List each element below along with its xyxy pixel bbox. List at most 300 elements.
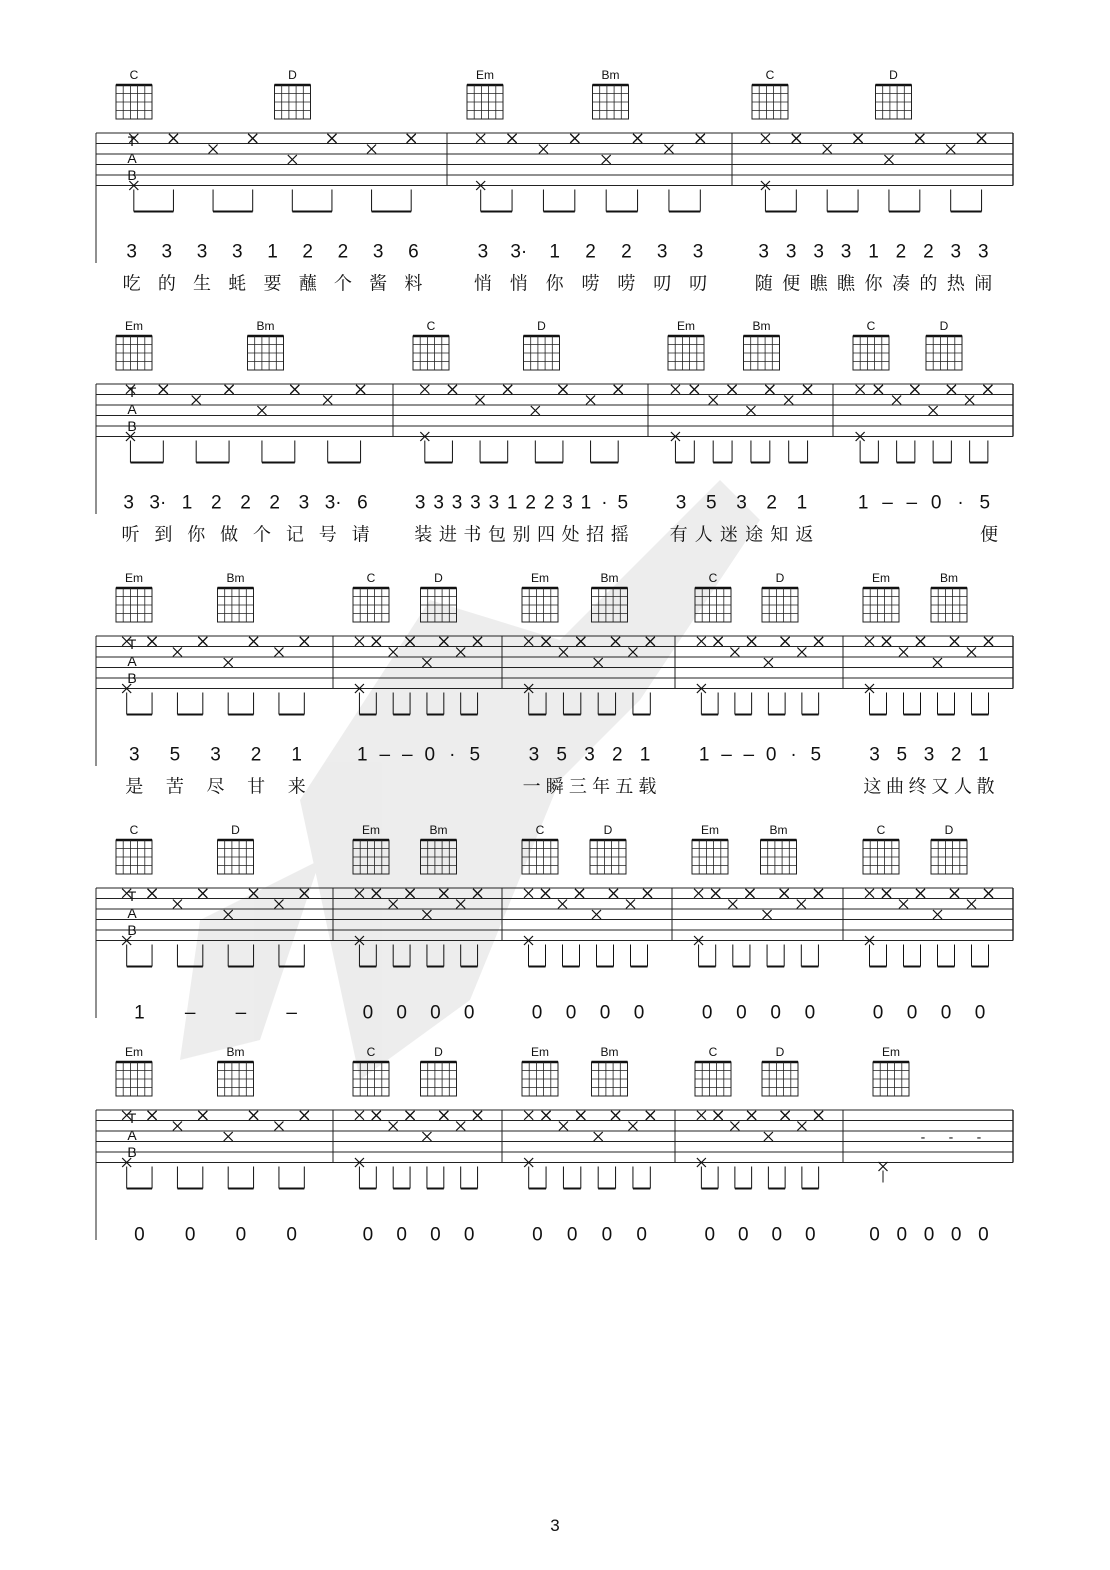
numbered-note: 2 — [766, 492, 777, 514]
fret-x-mark — [967, 900, 976, 909]
numbered-note: 3 — [414, 492, 426, 514]
lyric-char: 蘸 — [298, 273, 317, 294]
numbered-note: – — [401, 744, 413, 766]
fret-x-mark — [892, 396, 901, 405]
fret-x-mark — [576, 1111, 585, 1120]
fret-x-mark — [541, 889, 550, 898]
lyric-char: 请 — [351, 524, 370, 545]
numbered-note: 3 — [470, 492, 481, 514]
tab-clef-letter: B — [127, 670, 137, 686]
chord-name: D — [944, 823, 954, 837]
fret-x-mark — [803, 385, 812, 394]
fret-x-mark — [586, 396, 595, 405]
numbered-note: 0 — [906, 1002, 918, 1024]
measure — [116, 1045, 309, 1246]
lyric-char: 装 — [414, 524, 433, 545]
chord-diagram — [863, 823, 899, 874]
tab-clef-letter: T — [127, 636, 137, 652]
numbered-note: 1 — [698, 744, 710, 766]
numbered-note: – — [743, 744, 755, 766]
tab-system — [96, 1045, 1013, 1246]
chord-name: Bm — [429, 823, 448, 837]
numbered-note: 0 — [566, 1224, 578, 1246]
numbered-note: 0 — [184, 1224, 196, 1246]
fret-x-mark — [882, 889, 891, 898]
fret-x-mark — [614, 385, 623, 394]
numbered-note: 0 — [134, 1224, 145, 1246]
fret-x-mark — [950, 637, 959, 646]
fret-x-mark — [780, 889, 789, 898]
chord-name: Em — [531, 1045, 549, 1059]
lyric-char: 酱 — [369, 273, 388, 294]
numbered-note: 0 — [770, 1002, 781, 1024]
fret-x-mark — [198, 889, 207, 898]
lyric-char: 听 — [121, 524, 140, 545]
lyric-char: 又 — [931, 776, 950, 797]
fret-x-mark — [248, 134, 257, 143]
fret-x-mark — [764, 658, 773, 667]
lyric-char: 你 — [545, 273, 564, 294]
lyric-char: 进 — [438, 524, 457, 545]
tab-system — [96, 319, 1013, 545]
numbered-note: 2 — [950, 744, 962, 766]
fret-x-mark — [814, 637, 823, 646]
tab-clef-letter: A — [127, 905, 137, 921]
numbered-note: 3 — [161, 241, 173, 263]
measure — [692, 823, 823, 1024]
numbered-note: 1 — [868, 241, 879, 263]
fret-x-mark — [290, 385, 299, 394]
numbered-note: 3 — [813, 241, 824, 263]
numbered-note: 0 — [930, 492, 942, 514]
fret-x-mark — [728, 385, 737, 394]
fret-x-mark — [916, 637, 925, 646]
fret-x-mark — [856, 385, 865, 394]
fret-x-mark — [476, 134, 485, 143]
chord-name: Bm — [256, 319, 275, 333]
chord-name: Bm — [769, 823, 788, 837]
numbered-note: 2 — [210, 492, 222, 514]
fret-x-mark — [784, 396, 793, 405]
numbered-note: 3 — [584, 744, 595, 766]
chord-diagram — [116, 823, 152, 874]
lyric-char: 做 — [220, 524, 239, 545]
chord-name: D — [288, 68, 297, 82]
numbered-note: 3 — [123, 492, 134, 514]
fret-x-mark — [389, 1122, 398, 1131]
fret-x-mark — [814, 889, 823, 898]
numbered-note: 1 — [639, 744, 651, 766]
tab-clef-letter: B — [127, 1144, 137, 1160]
chord-name: Em — [362, 823, 380, 837]
lyric-char: 到 — [154, 524, 173, 545]
chord-name: C — [129, 68, 139, 82]
chord-diagram — [926, 319, 962, 370]
fret-x-mark — [882, 637, 891, 646]
numbered-note: 3 — [736, 492, 747, 514]
lyric-char: 摇 — [610, 524, 629, 545]
chord-name: D — [775, 571, 785, 585]
numbered-note: 0 — [396, 1224, 407, 1246]
fret-x-mark — [696, 134, 705, 143]
fret-x-mark — [209, 145, 218, 154]
chord-name: C — [876, 823, 886, 837]
fret-x-mark — [476, 396, 485, 405]
fret-x-mark — [797, 648, 806, 657]
fret-x-mark — [300, 637, 309, 646]
fret-x-mark — [524, 1111, 533, 1120]
numbered-note: 0 — [362, 1224, 374, 1246]
fret-x-mark — [542, 1111, 551, 1120]
fret-x-mark — [503, 385, 512, 394]
fret-x-mark — [169, 134, 178, 143]
numbered-note: 2 — [923, 241, 934, 263]
lyric-char: 曲 — [886, 776, 904, 797]
chord-name: C — [866, 319, 876, 333]
lyric-char: 你 — [864, 273, 883, 294]
numbered-note: 0 — [701, 1002, 713, 1024]
fret-x-mark — [730, 1122, 739, 1131]
lyric-char: 的 — [157, 273, 176, 294]
numbered-note: 0 — [704, 1224, 716, 1246]
fret-x-mark — [714, 1111, 723, 1120]
tab-system — [96, 68, 1013, 294]
fret-x-mark — [192, 396, 201, 405]
fret-x-mark — [697, 637, 706, 646]
numbered-note: 0 — [896, 1224, 908, 1246]
chord-name: Bm — [226, 1045, 245, 1059]
fret-x-mark — [910, 385, 919, 394]
numbered-note: 1 — [580, 492, 592, 514]
numbered-note: 0 — [601, 1224, 613, 1246]
lyric-char: 迷 — [719, 524, 738, 545]
lyric-char: 载 — [638, 776, 657, 797]
lyric-char: 一 — [522, 776, 541, 797]
chord-diagram — [218, 1045, 254, 1096]
chord-name: C — [426, 319, 436, 333]
fret-x-mark — [933, 658, 942, 667]
numbered-note: 3 — [433, 492, 444, 514]
fret-x-mark — [327, 134, 336, 143]
numbered-note: 0 — [765, 744, 777, 766]
fret-x-mark — [747, 1111, 756, 1120]
chord-name: C — [765, 68, 775, 82]
chord-diagram — [116, 319, 152, 370]
lyric-char: 途 — [745, 524, 764, 545]
fret-x-mark — [763, 910, 772, 919]
chord-diagram — [218, 823, 254, 874]
numbered-note: 0 — [531, 1002, 543, 1024]
chord-diagram — [524, 319, 560, 370]
fret-x-mark — [372, 1111, 381, 1120]
numbered-note: 0 — [599, 1002, 611, 1024]
fret-x-mark — [198, 637, 207, 646]
numbered-note: 1 — [796, 492, 808, 514]
chord-name: D — [434, 571, 443, 585]
fret-x-mark — [983, 385, 992, 394]
fret-x-mark — [711, 889, 720, 898]
fret-x-mark — [697, 1111, 706, 1120]
numbered-note: 2 — [302, 241, 314, 263]
chord-diagram — [522, 571, 558, 622]
numbered-note: 3 — [675, 492, 687, 514]
numbered-note: 0 — [424, 744, 436, 766]
numbered-note: 6 — [357, 492, 368, 514]
fret-x-mark — [714, 637, 723, 646]
measure — [522, 1045, 655, 1246]
numbered-note: 5 — [169, 744, 181, 766]
lyric-char: 蚝 — [228, 273, 247, 294]
fret-x-mark — [984, 637, 993, 646]
lyric-char: 瞧 — [809, 273, 828, 294]
fret-x-mark — [761, 134, 770, 143]
fret-x-mark — [865, 637, 874, 646]
tab-clef-letter: T — [127, 888, 137, 904]
lyric-char: 闹 — [974, 273, 993, 294]
fret-x-mark — [559, 1122, 568, 1131]
tab-hold-dash: - — [948, 1128, 954, 1145]
lyric-char: 处 — [561, 524, 580, 545]
fret-x-mark — [148, 889, 157, 898]
measure — [695, 1045, 823, 1246]
fret-x-mark — [765, 385, 774, 394]
fret-x-mark — [792, 134, 801, 143]
measure — [863, 571, 995, 797]
numbered-note: · — [957, 492, 964, 514]
chord-name: Em — [531, 571, 549, 585]
fret-x-mark — [950, 889, 959, 898]
lyric-char: 凑 — [891, 273, 910, 294]
chord-diagram — [931, 823, 967, 874]
fret-x-mark — [249, 637, 258, 646]
fret-x-mark — [929, 406, 938, 415]
lyric-char: 悄 — [509, 273, 528, 294]
measure — [353, 1045, 482, 1246]
chord-name: Bm — [600, 1045, 619, 1059]
numbered-note: 0 — [396, 1002, 407, 1024]
lyric-char: 来 — [287, 776, 306, 797]
tab-clef-letter: A — [127, 150, 137, 166]
fret-x-mark — [967, 648, 976, 657]
numbered-note: 0 — [978, 1224, 989, 1246]
tab-clef-letter: B — [127, 167, 137, 183]
chord-diagram — [218, 571, 254, 622]
fret-x-mark — [406, 1111, 415, 1120]
lyric-char: 号 — [318, 524, 337, 545]
tab-hold-dash: - — [976, 1128, 982, 1145]
lyric-char: 随 — [754, 273, 773, 294]
fret-x-mark — [356, 385, 365, 394]
lyric-char: 要 — [263, 273, 282, 294]
measure — [116, 571, 309, 797]
numbered-note: 0 — [940, 1002, 952, 1024]
tab-clef-letter: A — [127, 1127, 137, 1143]
chord-name: D — [231, 823, 240, 837]
numbered-note: 3 — [785, 241, 797, 263]
numbered-note: 0 — [872, 1002, 884, 1024]
lyric-char: 甘 — [247, 776, 266, 797]
numbered-note: · — [601, 492, 608, 514]
lyric-char: 叨 — [653, 273, 672, 294]
lyric-char: 生 — [193, 273, 212, 294]
fret-x-mark — [611, 1111, 620, 1120]
lyric-char: 四 — [537, 524, 556, 545]
fret-x-mark — [173, 648, 182, 657]
chord-diagram — [752, 68, 788, 119]
page-number: 3 — [550, 1516, 560, 1535]
fret-x-mark — [797, 1122, 806, 1131]
numbered-note: 3 — [977, 241, 989, 263]
chord-name: Em — [125, 319, 143, 333]
measure — [869, 1045, 988, 1246]
lyric-char: 苦 — [165, 776, 184, 797]
chord-name: Em — [476, 68, 494, 82]
lyric-char: 五 — [615, 776, 634, 797]
lyric-char: 别 — [512, 524, 531, 545]
chord-diagram — [593, 68, 629, 119]
numbered-note: – — [379, 744, 391, 766]
numbered-note: 3 — [950, 241, 962, 263]
fret-x-mark — [814, 1111, 823, 1120]
tab-hold-dash: - — [920, 1128, 926, 1145]
chord-name: C — [366, 1045, 376, 1059]
numbered-note: 0 — [771, 1224, 783, 1246]
chord-diagram — [876, 68, 912, 119]
numbered-note: 0 — [804, 1002, 816, 1024]
measure — [116, 319, 370, 545]
fret-x-mark — [633, 134, 642, 143]
measure — [522, 823, 652, 1024]
fret-x-mark — [173, 900, 182, 909]
lyric-char: 唠 — [617, 273, 636, 294]
fret-x-mark — [977, 134, 986, 143]
lyric-char: 悄 — [473, 273, 492, 294]
fret-x-mark — [797, 900, 806, 909]
numbered-note: 0 — [463, 1224, 475, 1246]
lyric-char: 叨 — [689, 273, 708, 294]
lyric-char: 个 — [252, 524, 271, 545]
fret-x-mark — [592, 910, 601, 919]
lyric-char: 你 — [187, 524, 206, 545]
lyric-char: 瞧 — [837, 273, 856, 294]
numbered-note: 0 — [286, 1224, 297, 1246]
chord-name: C — [535, 823, 545, 837]
fret-x-mark — [531, 406, 540, 415]
numbered-note: 2 — [612, 744, 623, 766]
fret-x-mark — [422, 1132, 431, 1141]
fret-x-mark — [558, 900, 567, 909]
lyric-char: 个 — [333, 273, 352, 294]
numbered-note: 0 — [736, 1002, 747, 1024]
watermark-logo — [180, 480, 760, 1080]
fret-x-mark — [173, 1122, 182, 1131]
numbered-note: 0 — [950, 1224, 962, 1246]
numbered-note: 1 — [978, 744, 989, 766]
chord-name: C — [129, 823, 139, 837]
lyric-char: 招 — [586, 524, 605, 545]
chord-name: Bm — [600, 571, 619, 585]
fret-x-mark — [915, 134, 924, 143]
numbered-note: – — [184, 1002, 196, 1024]
numbered-note: 3· — [324, 492, 342, 514]
chord-diagram — [522, 1045, 558, 1096]
numbered-note: 2 — [250, 744, 262, 766]
numbered-note: – — [906, 492, 918, 514]
measure — [695, 571, 823, 766]
chord-name: Em — [872, 571, 890, 585]
numbered-note: 2 — [621, 241, 632, 263]
fret-x-mark — [159, 385, 168, 394]
numbered-note: 2 — [269, 492, 281, 514]
fret-x-mark — [575, 889, 584, 898]
chord-name: D — [434, 1045, 443, 1059]
fret-x-mark — [690, 385, 699, 394]
numbered-note: 3· — [149, 492, 167, 514]
chord-diagram — [353, 571, 389, 622]
fret-x-mark — [602, 155, 611, 164]
lyric-char: 人 — [694, 524, 713, 545]
chord-diagram — [116, 1045, 152, 1096]
chord-diagram — [761, 823, 797, 874]
fret-x-mark — [854, 134, 863, 143]
fret-x-mark — [865, 889, 874, 898]
numbered-note: 5 — [617, 492, 629, 514]
chord-name: D — [775, 1045, 785, 1059]
chord-diagram — [853, 319, 889, 370]
numbered-note: – — [235, 1002, 247, 1024]
numbered-note: 3 — [196, 241, 208, 263]
fret-x-mark — [933, 910, 942, 919]
chord-diagram — [762, 1045, 798, 1096]
numbered-note: – — [882, 492, 893, 514]
numbered-note: 3 — [298, 492, 310, 514]
chord-name: C — [366, 571, 376, 585]
numbered-note: 0 — [430, 1002, 441, 1024]
numbered-note: 2 — [895, 241, 907, 263]
numbered-note: 3 — [923, 744, 935, 766]
numbered-note: 0 — [362, 1002, 374, 1024]
numbered-note: – — [286, 1002, 297, 1024]
fret-x-mark — [367, 145, 376, 154]
fret-x-mark — [473, 1111, 482, 1120]
chord-diagram — [413, 319, 449, 370]
numbered-note: · — [790, 744, 797, 766]
chord-diagram — [695, 1045, 731, 1096]
numbered-note: 3 — [210, 744, 221, 766]
chord-name: Bm — [601, 68, 620, 82]
numbered-note: 6 — [408, 241, 419, 263]
chord-diagram — [762, 571, 798, 622]
numbered-note: 3 — [451, 492, 463, 514]
fret-x-mark — [407, 134, 416, 143]
numbered-note: 0 — [923, 1224, 935, 1246]
chord-name: Bm — [940, 571, 958, 585]
chord-name: Bm — [226, 571, 245, 585]
numbered-note: 0 — [633, 1002, 645, 1024]
fret-x-mark — [323, 396, 332, 405]
numbered-note: 3 — [528, 744, 540, 766]
fret-x-mark — [664, 145, 673, 154]
numbered-note: 3 — [372, 241, 384, 263]
numbered-note: 1 — [181, 492, 193, 514]
chord-diagram — [590, 823, 626, 874]
tab-clef-letter: B — [127, 418, 137, 434]
measure — [467, 68, 707, 294]
numbered-note: 2 — [337, 241, 349, 263]
lyric-char: 的 — [919, 273, 938, 294]
fret-x-mark — [609, 889, 618, 898]
lyric-char: 终 — [908, 776, 927, 797]
